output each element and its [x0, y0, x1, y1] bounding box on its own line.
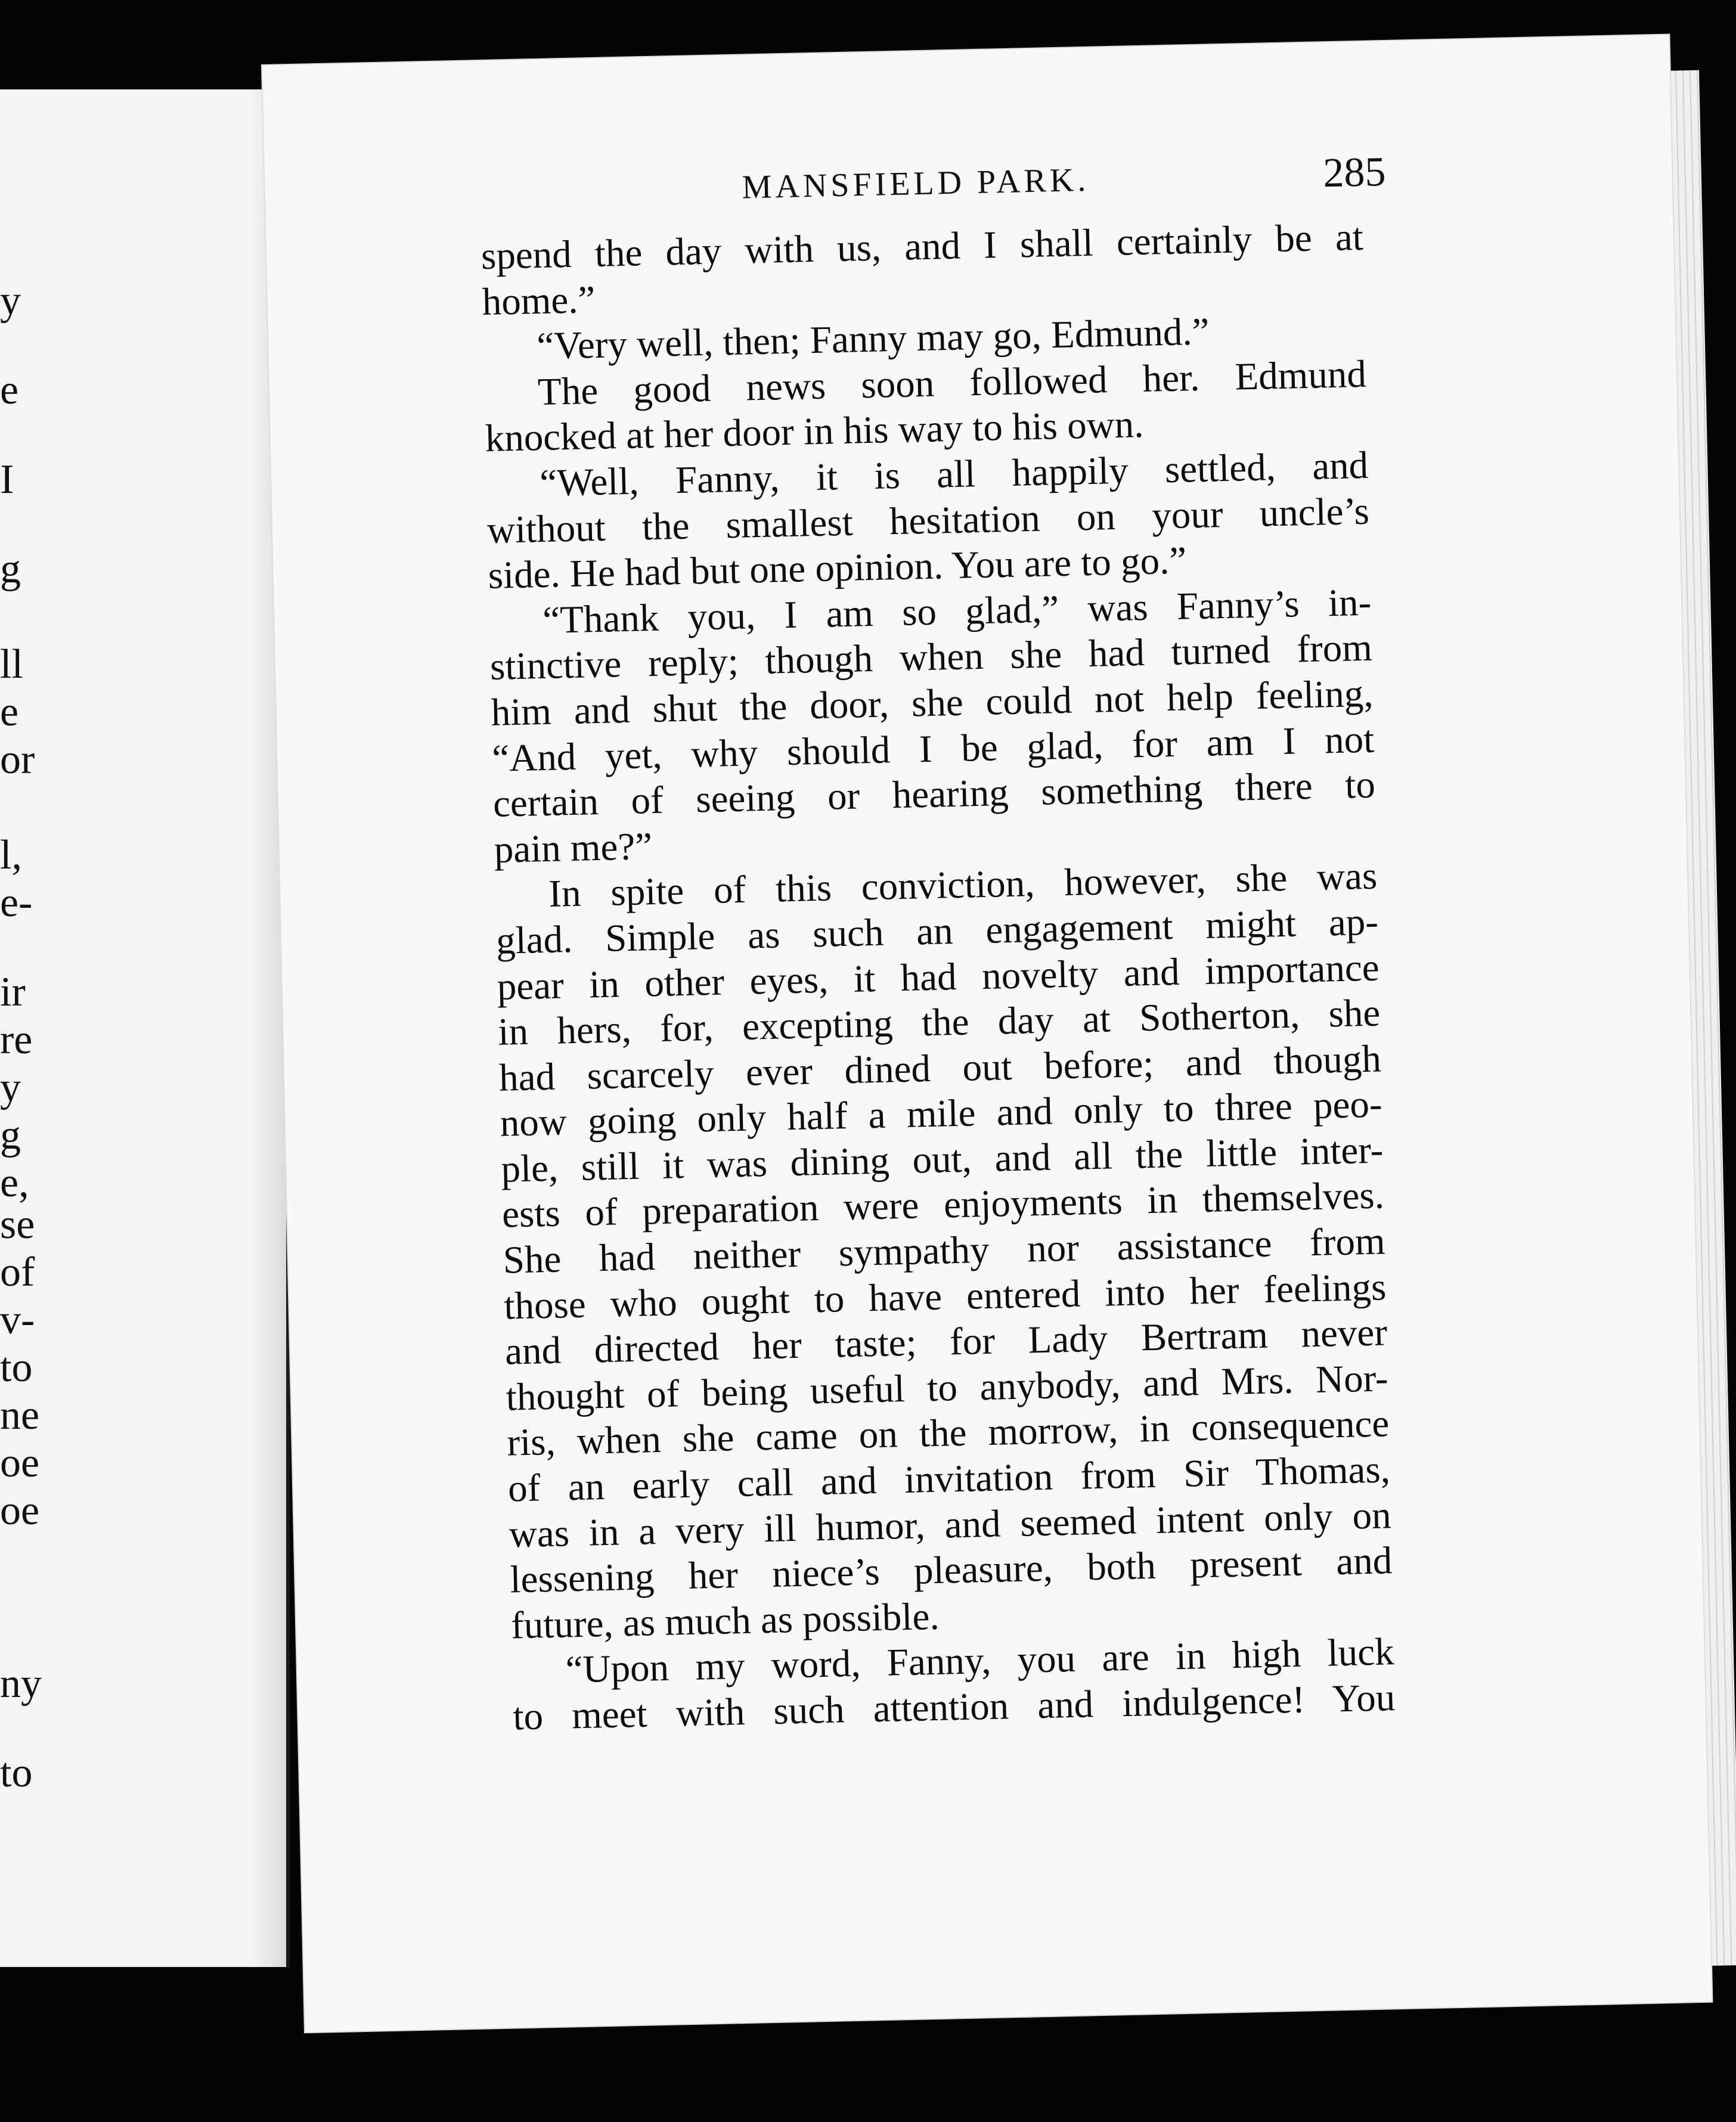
previous-page-fragment: g: [0, 1112, 21, 1158]
text-line: “Well, Fanny, it is all happily settled, and: [539, 443, 1369, 505]
previous-page-fragment: y: [0, 1065, 21, 1110]
text-line: without the smallest hesitation on your uncle’s: [486, 489, 1370, 552]
previous-page-fragment: oe: [0, 1488, 40, 1534]
text-line: ests of preparation were enjoyments in themselves.: [501, 1174, 1385, 1237]
text-line: had scarcely ever dined out before; and though: [498, 1037, 1382, 1100]
previous-page-fragment: g: [0, 546, 21, 592]
previous-page-fragment: e,: [0, 1160, 29, 1206]
previous-page-fragment: oe: [0, 1440, 40, 1486]
previous-page-fragment: or: [0, 737, 35, 783]
book-page: [262, 35, 1712, 2033]
text-line: pear in other eyes, it had novelty and importance: [497, 945, 1380, 1009]
previous-page-fragment: e: [0, 689, 19, 735]
text-line: glad. Simple as such an engagement might ap-: [495, 900, 1379, 963]
text-line: “Very well, then; Fanny may go, Edmund.”: [536, 310, 1210, 368]
previous-page-fragment: re: [0, 1017, 33, 1063]
previous-page-fragment: l,: [0, 832, 22, 878]
text-line: “Upon my word, Fanny, you are in high luck: [565, 1630, 1395, 1692]
text-line: in hers, for, excepting the day at Sotherton, she: [497, 991, 1381, 1054]
text-line: thought of being useful to anybody, and Mrs. Nor-: [506, 1357, 1389, 1419]
previous-page-fragment: se: [0, 1202, 35, 1248]
previous-page-fragment: ne: [0, 1392, 40, 1438]
text-line: pain me?”: [494, 824, 653, 871]
previous-page-fragment: of: [0, 1249, 35, 1295]
text-line: ple, still it was dining out, and all the little inter-: [500, 1128, 1384, 1191]
text-line: home.”: [481, 278, 596, 324]
text-line: lessening her niece’s pleasure, both present and: [509, 1539, 1393, 1602]
previous-page-fragment: I: [0, 457, 14, 502]
previous-page-fragment: y: [0, 278, 21, 324]
text-line: of an early call and invitation from Sir Thomas,: [507, 1448, 1391, 1510]
text-line: now going only half a mile and only to three peo-: [500, 1082, 1383, 1145]
text-line: knocked at her door in his way to his own.: [484, 403, 1145, 461]
text-line: stinctive reply; though when she had turned from: [489, 626, 1373, 689]
page-number: 285: [1322, 148, 1387, 197]
body-text: [480, 215, 1396, 1740]
previous-page-fragment: e-: [0, 880, 33, 926]
previous-page-fragment: ny: [0, 1661, 42, 1707]
text-line: to meet with such attention and indulgence! You: [512, 1676, 1396, 1739]
text-line: The good news soon followed her. Edmund: [537, 352, 1367, 414]
text-line: “And yet, why should I be glad, for am I not: [491, 718, 1375, 780]
text-line: spend the day with us, and I shall certainly be at: [480, 215, 1364, 278]
previous-page-fragment: to: [0, 1750, 33, 1796]
text-line: and directed her taste; for Lady Bertram never: [504, 1311, 1388, 1373]
running-header: [265, 148, 1387, 227]
text-line: those who ought to have entered into her feelings: [503, 1265, 1387, 1328]
text-line: “Thank you, I am so glad,” was Fanny’s in-: [542, 581, 1372, 642]
text-line: certain of seeing or hearing something there to: [492, 763, 1376, 826]
previous-page-edge: [0, 89, 290, 1967]
text-line: was in a very ill humor, and seemed intent only on: [509, 1493, 1392, 1556]
text-line: In spite of this conviction, however, she was: [548, 854, 1378, 916]
text-line: side. He had but one opinion. You are to go.”: [487, 539, 1187, 598]
text-line: future, as much as possible.: [510, 1594, 940, 1648]
previous-page-fragment: to: [0, 1345, 33, 1391]
running-title: MANSFIELD PARK.: [741, 161, 1090, 206]
previous-page-fragment: v-: [0, 1297, 35, 1343]
text-line: She had neither sympathy nor assistance from: [503, 1220, 1386, 1282]
text-line: ris, when she came on the morrow, in consequence: [506, 1402, 1390, 1465]
previous-page-fragment: ll: [0, 641, 23, 687]
previous-page-fragment: e: [0, 367, 19, 413]
text-line: him and shut the door, she could not help feeling,: [490, 672, 1374, 734]
previous-page-fragment: ir: [0, 969, 26, 1015]
